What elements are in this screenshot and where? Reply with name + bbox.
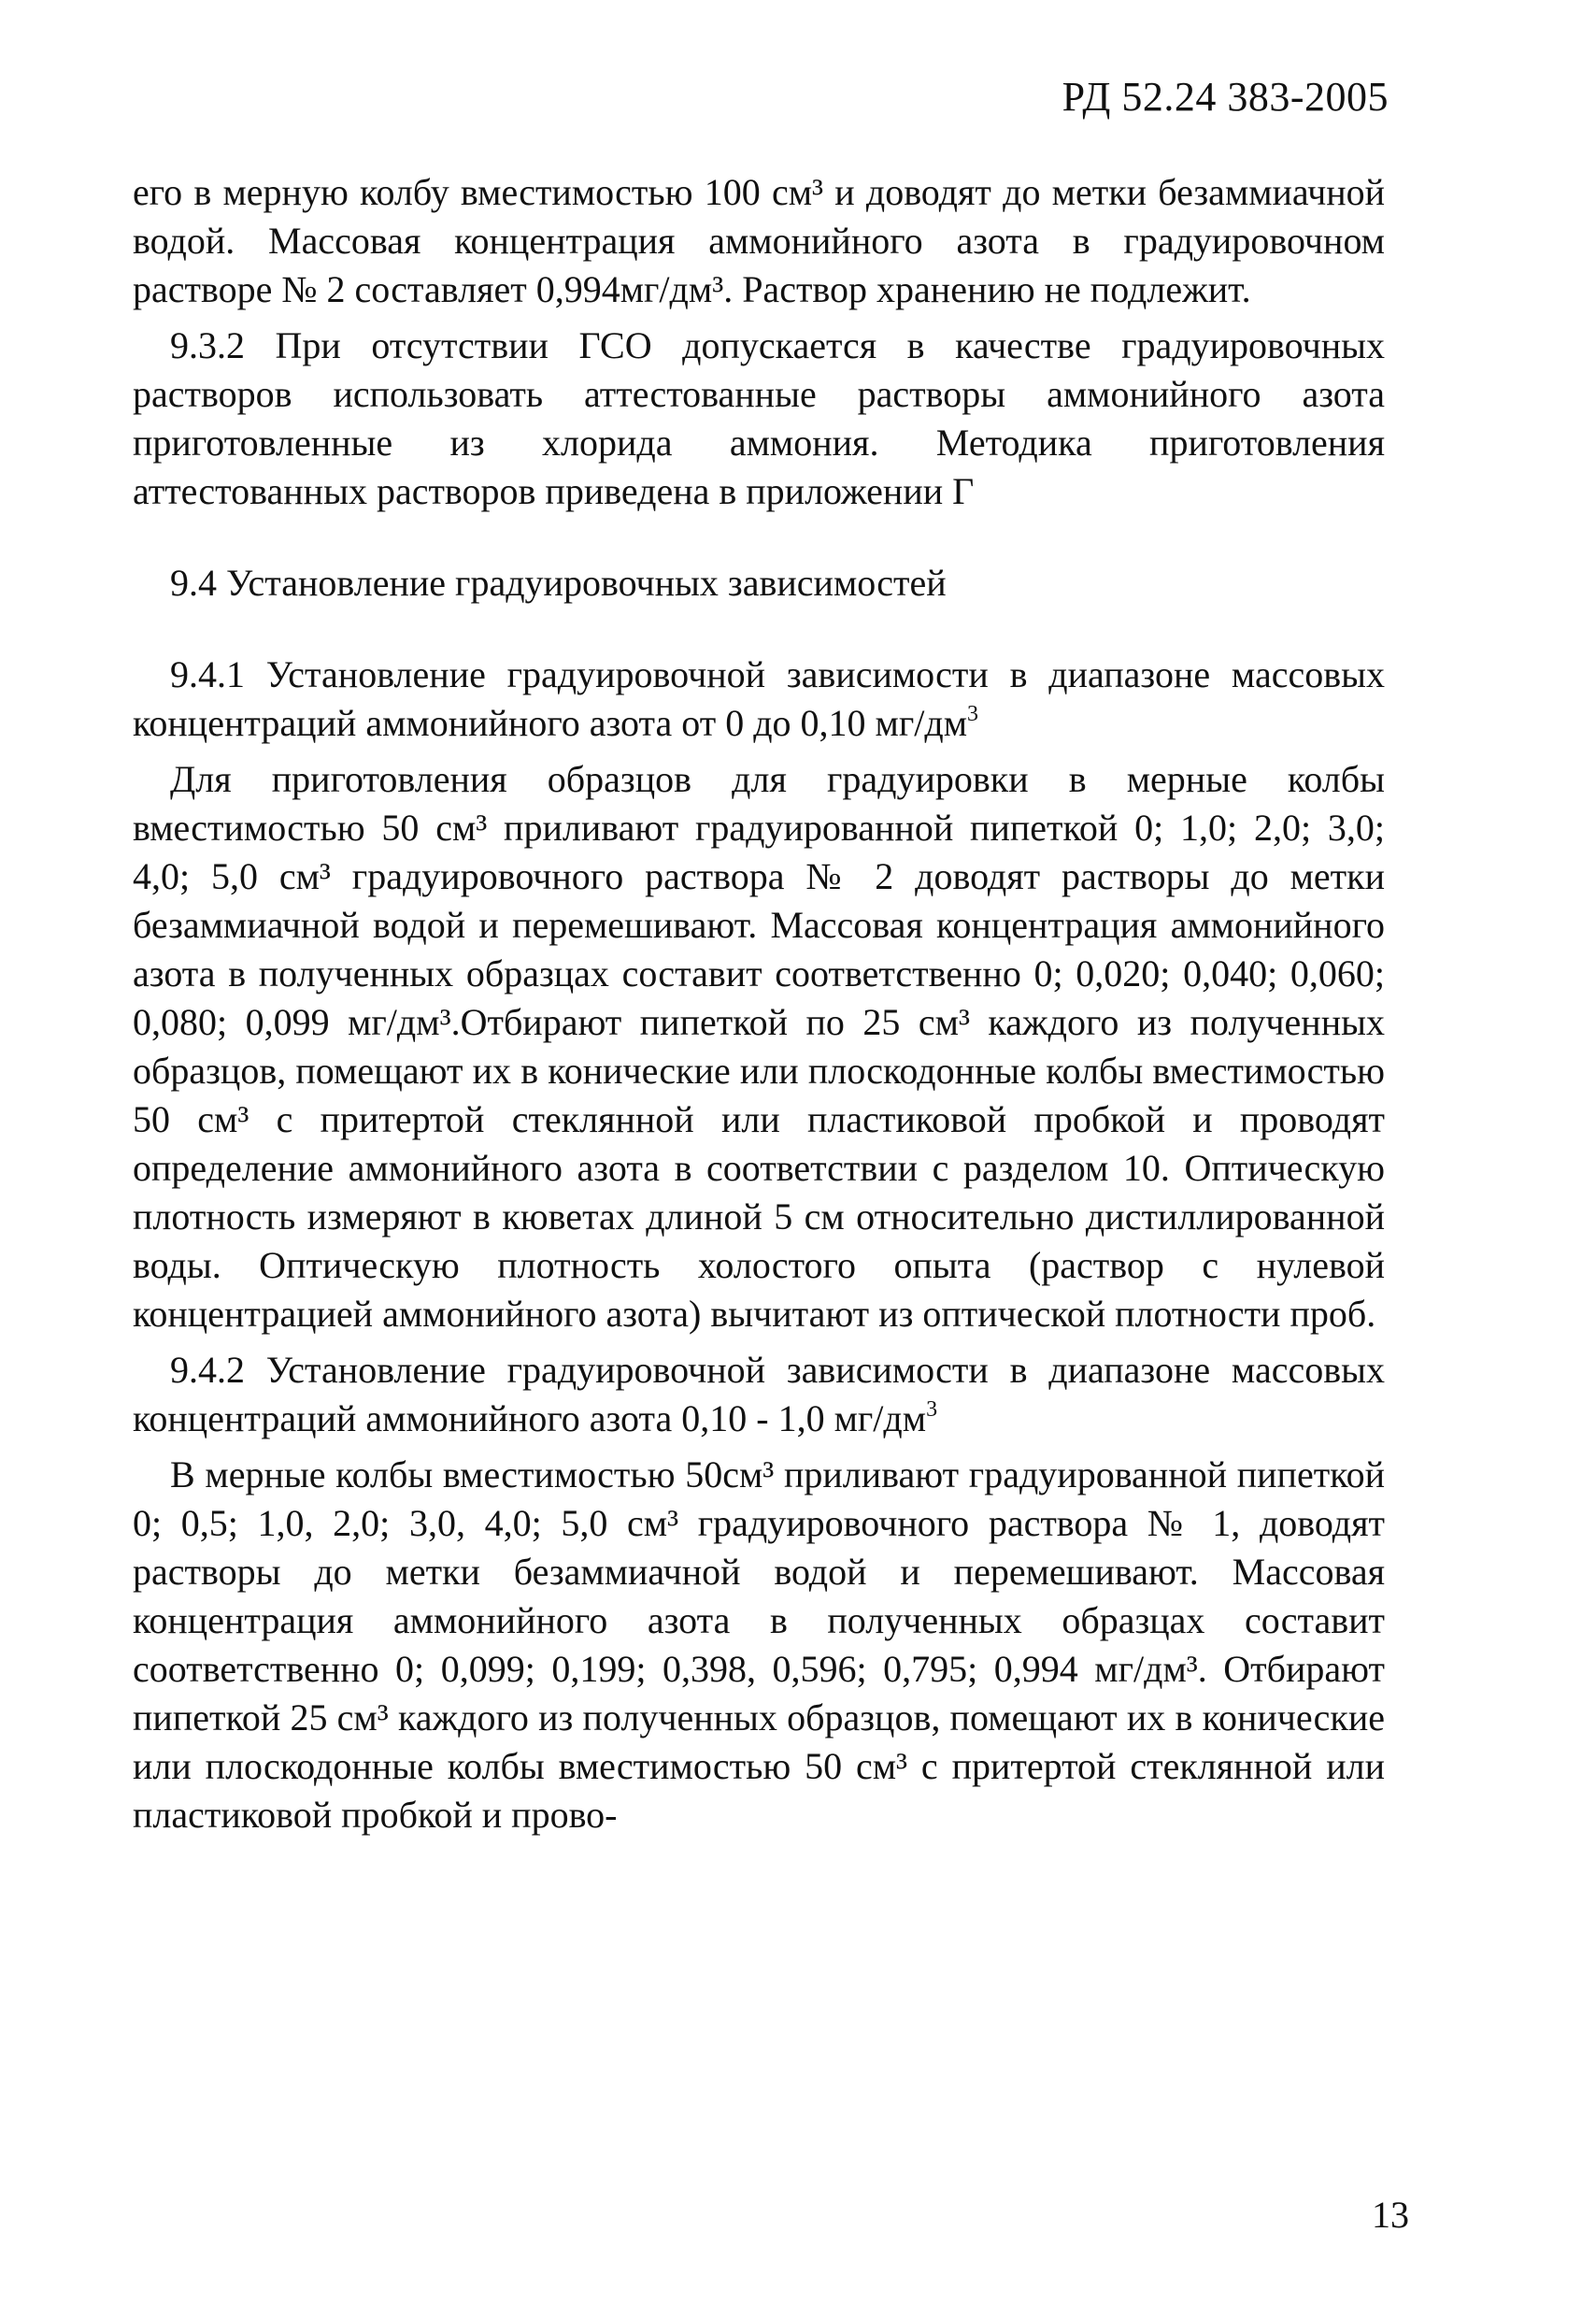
subsection-heading-9-4-2 bbox=[133, 1346, 1385, 1443]
paragraph-calibration-low-range: Для приготовления образцов для градуировки в мерные колбы вместимостью 50 см³ приливают градуированной пипеткой 0; 1,0; 2,0; 3,0; 4,0; 5,0 см³ градуировочного раствора № 2 доводят растворы до метки безаммиачной водой и перемешивают. Массовая концентрация аммонийного азота в полученных образцах составит соответственно 0; 0,020; 0,040; 0,060; 0,080; 0,099 мг/дм³.Отбирают пипеткой по 25 см³ каждого из полученных образцов, помещают их в конические или плоскодонные колбы вместимостью 50 см³ с притертой стеклянной или пластиковой пробкой и проводят определение аммонийного азота в соответствии с разделом 10. Оптическую плотность измеряют в кюветах длиной 5 см относительно дистиллированной воды. Оптическую плотность холостого опыта (раствор с нулевой концентрацией аммонийного азота) вычитают из оптической плотности проб. bbox=[133, 758, 1385, 1335]
subsection-9-4-2-text: 9.4.2 Установление градуировочной зависимости в диапазоне массовых концентраций аммонийного азота 0,10 - 1,0 мг/дм bbox=[133, 1349, 1385, 1439]
paragraph-9-3-2: 9.3.2 При отсутствии ГСО допускается в качестве градуировочных растворов использовать аттестованные растворы аммонийного азота приготовленные из хлорида аммония. Методика приготовления аттестованных растворов приведена в приложении Г bbox=[133, 324, 1385, 512]
body-text bbox=[133, 168, 1385, 1839]
document-code: РД 52.24 383-2005 bbox=[1062, 74, 1389, 120]
paragraph-calibration-high-range: В мерные колбы вместимостью 50см³ приливают градуированной пипеткой 0; 0,5; 1,0, 2,0; 3,0, 4,0; 5,0 см³ градуировочного раствора № 1, доводят растворы до метки безаммиачной водой и перемешивают. Массовая концентрация аммонийного азота в полученных образцах составит соответственно 0; 0,099; 0,199; 0,398, 0,596; 0,795; 0,994 мг/дм³. Отбирают пипеткой 25 см³ каждого из полученных образцов, помещают их в конические или плоскодонные колбы вместимостью 50 см³ с притертой стеклянной или пластиковой пробкой и прово- bbox=[133, 1453, 1385, 1836]
superscript-3: 3 bbox=[926, 1397, 938, 1422]
subsection-9-4-1-text: 9.4.1 Установление градуировочной зависимости в диапазоне массовых концентраций аммонийного азота от 0 до 0,10 мг/дм bbox=[133, 653, 1385, 744]
subsection-heading-9-4-1 bbox=[133, 651, 1385, 748]
section-heading-9-4: 9.4 Установление градуировочных зависимостей bbox=[170, 562, 947, 604]
page-number: 13 bbox=[1372, 2194, 1409, 2236]
superscript-3: 3 bbox=[967, 702, 979, 726]
paragraph-solution-2: его в мерную колбу вместимостью 100 см³ и доводят до метки безаммиачной водой. Массовая концентрация аммонийного азота в градуировочном растворе № 2 составляет 0,994мг/дм³. Раствор хранению не подлежит. bbox=[133, 171, 1385, 310]
